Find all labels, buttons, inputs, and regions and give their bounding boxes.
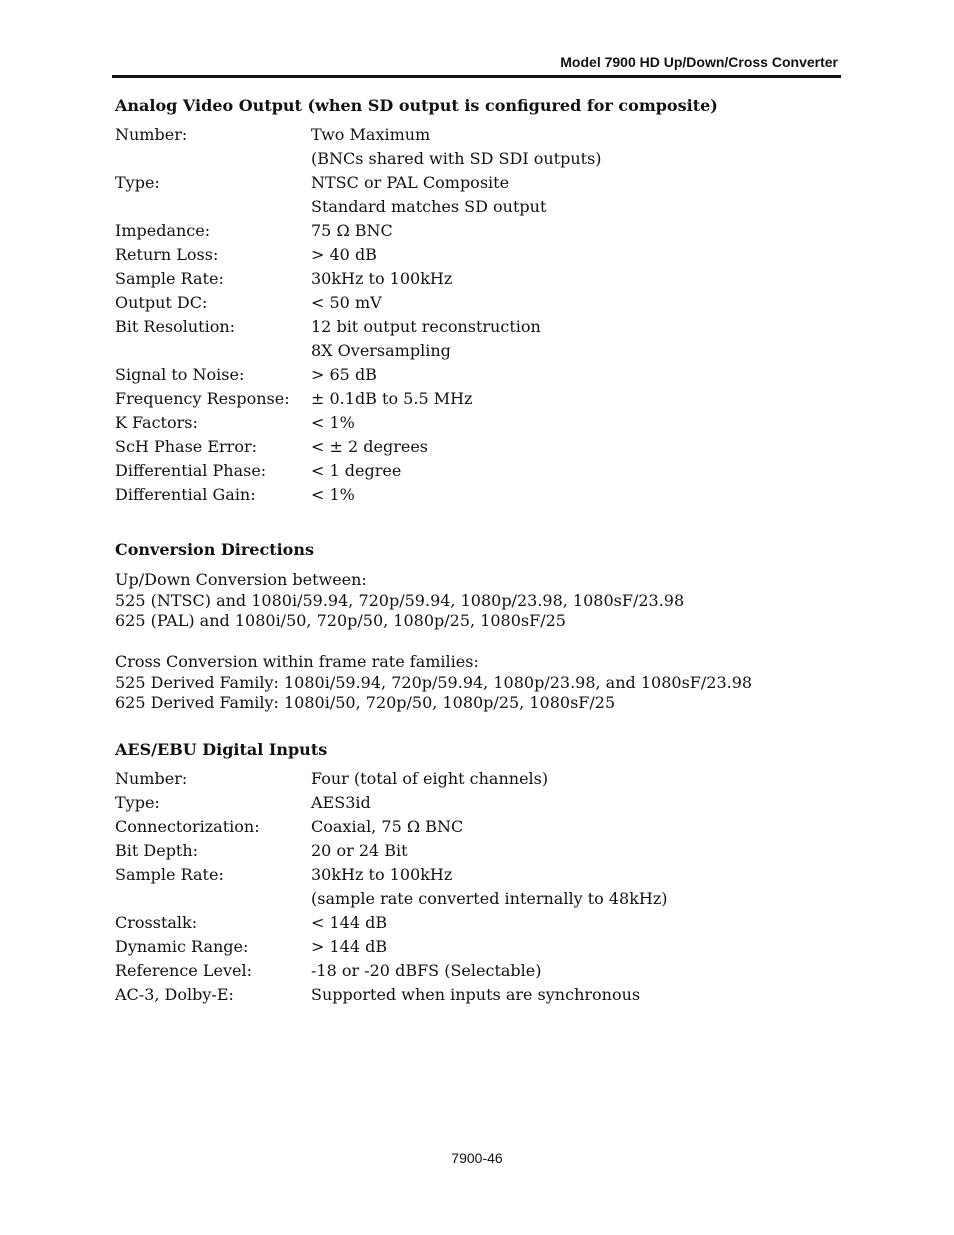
spec-row <box>115 339 735 363</box>
spec-label: Number: <box>115 769 188 788</box>
spec-value: Coaxial, 75 Ω BNC <box>311 817 464 836</box>
spec-row <box>115 219 735 243</box>
text-line: 525 (NTSC) and 1080i/59.94, 720p/59.94, 1080p/23.98, 1080sF/23.98 <box>115 590 685 610</box>
spec-value: Standard matches SD output <box>311 197 547 216</box>
spec-value: Supported when inputs are synchronous <box>311 985 641 1004</box>
spec-value: > 65 dB <box>311 365 377 384</box>
spec-label: Number: <box>115 125 188 144</box>
spec-value: 75 Ω BNC <box>311 221 393 240</box>
spec-label: Reference Level: <box>115 961 252 980</box>
running-header: Model 7900 HD Up/Down/Cross Converter <box>560 54 838 70</box>
spec-row <box>115 435 735 459</box>
spec-label: Differential Phase: <box>115 461 267 480</box>
spec-label: Sample Rate: <box>115 865 224 884</box>
spec-label: Signal to Noise: <box>115 365 245 384</box>
analog-spec-table <box>115 123 735 507</box>
spec-row <box>115 387 735 411</box>
spec-row <box>115 483 735 507</box>
spec-row <box>115 291 735 315</box>
spec-value: 30kHz to 100kHz <box>311 269 453 288</box>
spec-row <box>115 267 735 291</box>
spec-label: Bit Depth: <box>115 841 199 860</box>
spec-value: > 40 dB <box>311 245 377 264</box>
spec-value: -18 or -20 dBFS (Selectable) <box>311 961 542 980</box>
spec-label: Type: <box>115 793 160 812</box>
spec-value: < 1% <box>311 485 355 504</box>
spec-label: Crosstalk: <box>115 913 198 932</box>
spec-row <box>115 315 735 339</box>
spec-label: AC-3, Dolby-E: <box>115 985 234 1004</box>
spec-row <box>115 459 735 483</box>
spec-row <box>115 411 735 435</box>
section-title-conversion-directions: Conversion Directions <box>115 540 314 559</box>
header-rule <box>112 75 841 78</box>
spec-row <box>115 839 735 863</box>
conversion-paragraph-cross <box>115 652 752 714</box>
spec-value: > 144 dB <box>311 937 388 956</box>
spec-value: < 1 degree <box>311 461 402 480</box>
spec-label: Dynamic Range: <box>115 937 249 956</box>
spec-row <box>115 363 735 387</box>
spec-value: 30kHz to 100kHz <box>311 865 453 884</box>
spec-label: K Factors: <box>115 413 198 432</box>
text-line: 525 Derived Family: 1080i/59.94, 720p/59.94, 1080p/23.98, and 1080sF/23.98 <box>115 672 753 692</box>
spec-row <box>115 815 735 839</box>
spec-value: 12 bit output reconstruction <box>311 317 541 336</box>
spec-value: Two Maximum <box>311 125 431 144</box>
spec-label: ScH Phase Error: <box>115 437 257 456</box>
spec-value: (BNCs shared with SD SDI outputs) <box>311 149 602 168</box>
spec-label: Return Loss: <box>115 245 219 264</box>
spec-value: AES3id <box>311 793 371 812</box>
text-line: Cross Conversion within frame rate families: <box>115 652 479 671</box>
spec-label: Connectorization: <box>115 817 260 836</box>
spec-value: NTSC or PAL Composite <box>311 173 510 192</box>
text-line: Up/Down Conversion between: <box>115 570 367 589</box>
spec-row <box>115 983 735 1007</box>
spec-value: < 1% <box>311 413 355 432</box>
spec-row <box>115 767 735 791</box>
text-line: 625 Derived Family: 1080i/50, 720p/50, 1080p/25, 1080sF/25 <box>115 693 616 712</box>
spec-label: Bit Resolution: <box>115 317 236 336</box>
spec-row <box>115 791 735 815</box>
text-line: 625 (PAL) and 1080i/50, 720p/50, 1080p/25, 1080sF/25 <box>115 611 566 630</box>
conversion-paragraph-up-down <box>115 570 684 632</box>
spec-row <box>115 887 735 911</box>
page-number: 7900-46 <box>451 1150 503 1166</box>
spec-row <box>115 243 735 267</box>
spec-row <box>115 123 735 147</box>
spec-row <box>115 959 735 983</box>
spec-label: Output DC: <box>115 293 208 312</box>
spec-value: < 50 mV <box>311 293 382 312</box>
spec-value: < 144 dB <box>311 913 388 932</box>
spec-value: 20 or 24 Bit <box>311 841 408 860</box>
spec-value: (sample rate converted internally to 48kHz) <box>311 889 668 908</box>
spec-label: Impedance: <box>115 221 211 240</box>
aes-spec-table <box>115 767 735 1007</box>
spec-row <box>115 911 735 935</box>
spec-label: Frequency Response: <box>115 389 290 408</box>
spec-row <box>115 863 735 887</box>
spec-value: 8X Oversampling <box>311 341 451 360</box>
spec-label: Sample Rate: <box>115 269 224 288</box>
spec-value: < ± 2 degrees <box>311 437 428 456</box>
spec-label: Type: <box>115 173 160 192</box>
section-title-aes-ebu-inputs: AES/EBU Digital Inputs <box>115 740 328 759</box>
spec-label: Differential Gain: <box>115 485 256 504</box>
spec-value: ± 0.1dB to 5.5 MHz <box>311 389 473 408</box>
spec-row <box>115 147 735 171</box>
spec-row <box>115 935 735 959</box>
section-title-analog-video-output: Analog Video Output (when SD output is configured for composite) <box>115 96 718 115</box>
spec-value: Four (total of eight channels) <box>311 769 549 788</box>
spec-row <box>115 195 735 219</box>
spec-row <box>115 171 735 195</box>
